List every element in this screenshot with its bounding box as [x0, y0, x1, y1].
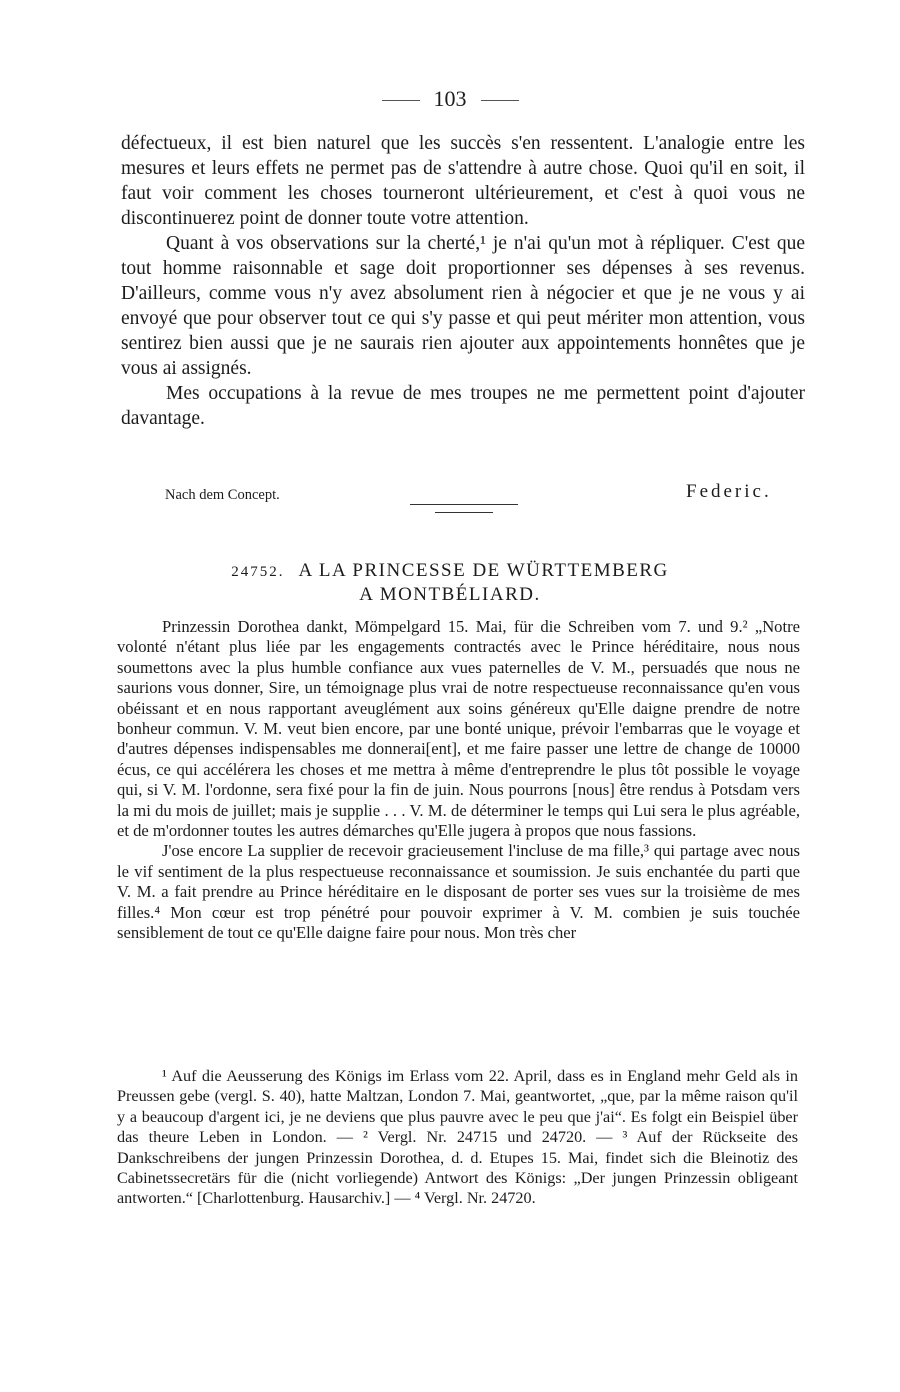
paragraph: J'ose encore La supplier de recevoir gracieusement l'incluse de ma fille,³ qui partage avec nous le vif sentiment de la plus respectueuse reconnaissance et soumission. Je suis enchantée du parti que V. M. a fait prendre au Prince héréditaire en le disposant de porter ses vues sur la troisième de mes filles.⁴ Mon cœur est trop pénétré pour pouvoir exprimer à V. M. combien je suis touchée sensiblement de tout ce qu'Elle daigne faire pour nous. Mon très cher [117, 841, 800, 943]
footnotes [117, 1066, 798, 1209]
rule-right [481, 100, 519, 101]
page-number-line [0, 86, 900, 112]
source-note: Nach dem Concept. [165, 487, 280, 503]
paragraph: Prinzessin Dorothea dankt, Mömpelgard 15. Mai, für die Schreiben vom 7. und 9.² „Notre volonté n'étant plus liée par les engagements contractés avec le Prince héréditaire, nous nous soumettons avec la plus humble confiance aux vues paternelles de V. M., persuadés que nous ne saurions vous donner, Sire, un témoignage plus vrai de notre respectueuse reconnaissance qu'en vous obéissant et en nous rapportant aveuglément aux soins généreux qu'Elle daigne prendre de notre bonheur commun. V. M. veut bien encore, par une bonté unique, prévoir l'embarras que le voyage et d'autres dépenses indispensables me donnerai[ent], et me faire passer une lettre de change de 10000 écus, ce qui accélérera les choses et me mettra à même d'entreprendre le plus tôt possible le voyage qui, si V. M. l'ordonne, sera fixé pour la fin de juin. Nous pourrons [nous] être rendus à Potsdam vers la mi du mois de juillet; mais je supplie . . . V. M. de déterminer le temps qui Lui sera le plus agréable, et de m'ordonner toutes les autres démarches qu'Elle jugera à propos que nous fassions. [117, 617, 800, 841]
rule-left [382, 100, 420, 101]
page-number: 103 [433, 86, 467, 111]
heading-line-1: A LA PRINCESSE DE WÜRTTEMBERG [298, 560, 669, 581]
paragraph: défectueux, il est bien naturel que les succès s'en ressentent. L'analogie entre les mesures et leurs effets ne permet pas de s'attendre à autre chose. Quoi qu'il en soit, il faut voir comment les choses tourneront ultérieurement, et c'est à quoi vous ne discontinuerez point de donner toute votre attention. [121, 133, 805, 229]
section-divider-short [435, 512, 493, 513]
paragraph: Quant à vos observations sur la cherté,¹ je n'ai qu'un mot à répliquer. C'est que tout homme raisonnable et sage doit proportionner ses dépenses à ses revenus. D'ailleurs, comme vous n'y avez absolument rien à négocier et que je ne vous y ai envoyé que pour observer tout ce qui s'y passe et qui peut mériter mon attention, vous sentirez bien aussi que je ne saurais rien ajouter aux appointements honnêtes que je vous ai assignés. [121, 233, 805, 379]
signature: Federic. [686, 481, 772, 502]
letter-body [121, 131, 805, 431]
document-heading [0, 560, 900, 582]
summary-text [117, 617, 800, 944]
document-heading-2 [0, 584, 900, 606]
document-number: 24752. [231, 564, 285, 580]
heading-line-2: A MONTBÉLIARD. [359, 584, 541, 605]
section-divider [410, 504, 518, 505]
footnote: ¹ Auf die Aeusserung des Königs im Erlass vom 22. April, dass es in England mehr Geld als in Preussen gebe (vergl. S. 40), hatte Maltzan, London 7. Mai, geantwortet, „que, par la même raison qu'il y a beaucoup d'argent ici, je ne deviens que plus pauvre avec le peu que j'ai“. Es folgt ein Beispiel über das theure Leben in London. — ² Vergl. Nr. 24715 und 24720. — ³ Auf der Rückseite des Dankschreibens der jungen Prinzessin Dorothea, d. d. Etupes 15. Mai, findet sich die Bleinotiz des Cabinetssecretärs für die (nicht vorliegende) Antwort des Königs: „Der jungen Prinzessin obligeant antworten.“ [Charlottenburg. Hausarchiv.] — ⁴ Vergl. Nr. 24720. [117, 1067, 798, 1208]
paragraph: Mes occupations à la revue de mes troupes ne me permettent point d'ajouter davantage. [121, 383, 805, 429]
